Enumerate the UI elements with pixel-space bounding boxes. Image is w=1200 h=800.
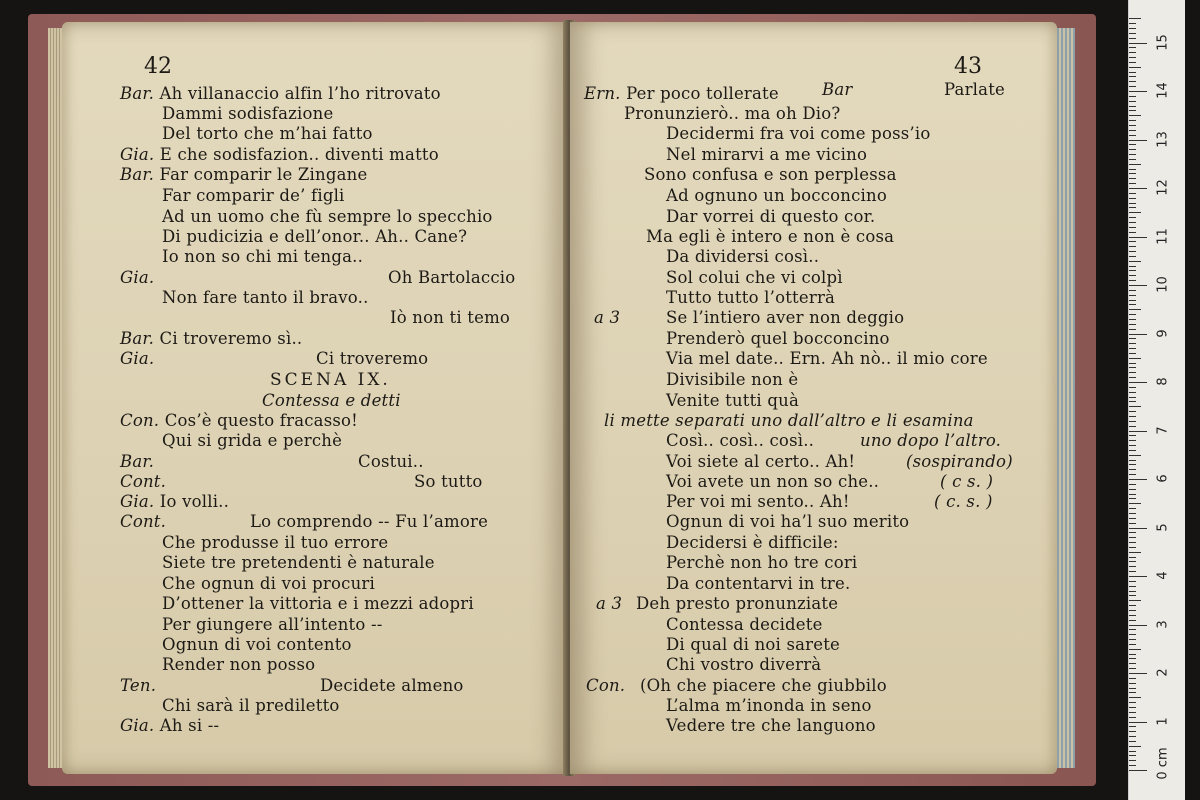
ruler-tick [1129,702,1136,703]
text-line: Io non so chi mi tenga.. [162,247,364,266]
text-line: Ten. [120,676,157,695]
ruler-tick [1129,309,1141,310]
ruler-tick [1129,183,1136,184]
ruler-tick [1129,300,1136,301]
ruler-tick [1129,212,1141,213]
ruler-tick [1129,96,1136,97]
ruler-tick [1129,52,1136,53]
ruler-tick [1129,33,1136,34]
text-line: Ad un uomo che fù sempre lo specchio [162,207,493,226]
ruler-tick [1129,377,1136,378]
ruler-tick [1129,72,1136,73]
ruler-tick [1129,232,1136,233]
ruler-tick [1129,547,1136,548]
ruler-tick [1129,382,1147,383]
ruler-tick [1129,673,1147,674]
text-line: Per giungere all’intento -- [162,615,383,634]
ruler-tick [1129,76,1136,77]
ruler-tick [1129,717,1136,718]
text-line: Oh Bartolaccio [388,268,516,287]
ruler-tick [1129,372,1136,373]
ruler-tick [1129,222,1136,223]
page-number: 42 [144,54,172,79]
ruler-tick [1129,406,1141,407]
ruler-tick [1129,280,1136,281]
ruler-tick [1129,532,1136,533]
text-line: Bar. Ah villanaccio alfin l’ho ritrovato [120,84,441,103]
ruler-tick [1129,692,1136,693]
ruler-label: 6 [1155,474,1171,483]
text-line: Prenderò quel bocconcino [666,329,890,348]
ruler-tick [1129,464,1136,465]
ruler-tick [1129,47,1136,48]
ruler-tick [1129,426,1136,427]
text-line: Sol colui che vi colpì [666,268,843,287]
ruler-tick [1129,203,1136,204]
ruler-label: 1 [1155,716,1171,726]
text-line: Gia. Io volli.. [120,492,230,511]
ruler-tick [1129,649,1141,650]
text-line: Far comparir de’ figli [162,186,345,205]
ruler-tick [1129,440,1136,441]
ruler-tick [1129,600,1141,601]
ruler-tick [1129,746,1141,747]
ruler-tick [1129,149,1136,150]
text-line: Se l’intiero aver non deggio [666,308,905,327]
text-line: So tutto [414,472,483,491]
ruler-label: 7 [1155,425,1171,435]
ruler-label: 5 [1155,522,1171,532]
right-page [570,22,1057,774]
ruler-tick [1129,484,1136,485]
text-line: Tutto tutto l’otterrà [666,288,836,307]
ruler-tick [1129,106,1136,107]
ruler-tick [1129,91,1147,92]
ruler-label: 12 [1155,179,1171,196]
ruler-tick [1129,445,1136,446]
ruler-tick [1129,634,1136,635]
text-line: Di pudicizia e dell’onor.. Ah.. Cane? [162,227,468,246]
page-edges-right [1057,28,1075,768]
text-line: Siete tre pretendenti è naturale [162,553,435,572]
ruler-tick [1129,18,1141,19]
ruler-tick [1129,198,1136,199]
ruler-tick [1129,57,1136,58]
ruler-tick [1129,591,1136,592]
text-line: Decidersi è difficile: [666,533,839,552]
ruler-tick [1129,411,1136,412]
ruler-tick [1129,237,1147,238]
ruler-tick [1129,561,1136,562]
ruler-tick [1129,625,1147,626]
ruler-tick [1129,712,1136,713]
ruler-tick [1129,227,1136,228]
ruler-tick [1129,455,1141,456]
text-line: Chi sarà il prediletto [162,696,340,715]
ruler-tick [1129,43,1147,44]
ruler-tick [1129,663,1136,664]
ruler-tick [1129,295,1136,296]
text-line: Vedere tre che languono [666,716,876,735]
ruler-tick [1129,135,1136,136]
ruler-tick [1129,494,1136,495]
text-line: Render non posso [162,655,316,674]
text-line: Da dividersi così.. [666,247,820,266]
text-line: Venite tutti quà [666,391,799,410]
ruler-tick [1129,86,1136,87]
ruler-tick [1129,552,1141,553]
text-line: Che ognun di voi procuri [162,574,375,593]
ruler-tick [1129,207,1136,208]
ruler-tick [1129,697,1141,698]
ruler-tick [1129,329,1136,330]
ruler-tick [1129,503,1141,504]
ruler-tick [1129,363,1136,364]
ruler-tick [1129,741,1136,742]
ruler-tick [1129,489,1136,490]
ruler-tick [1129,28,1136,29]
ruler-tick [1129,140,1147,141]
text-line: Nel mirarvi a me vicino [666,145,868,164]
ruler-tick [1129,557,1136,558]
ruler-tick [1129,566,1136,567]
text-line: Gia. Ah si -- [120,716,220,735]
ruler-tick [1129,610,1136,611]
text-line: Voi avete un non so che.. [666,472,880,491]
page-number: 43 [954,54,982,79]
ruler-tick [1129,67,1141,68]
ruler-tick [1129,275,1136,276]
ruler-tick [1129,397,1136,398]
ruler-tick [1129,450,1136,451]
ruler-tick [1129,38,1136,39]
ruler-tick [1129,23,1136,24]
ruler-tick [1129,722,1147,723]
ruler-tick [1129,620,1136,621]
ruler-tick [1129,164,1141,165]
text-line: Da contentarvi in tre. [666,574,851,593]
ruler-tick [1129,392,1136,393]
ruler-tick [1129,518,1136,519]
ruler-tick [1129,605,1136,606]
ruler-tick [1129,576,1147,577]
text-line: Contessa decidete [666,615,823,634]
text-line: Voi siete al certo.. Ah! [666,452,856,471]
ruler-tick [1129,707,1136,708]
ruler-tick [1129,416,1136,417]
ruler-tick [1129,125,1136,126]
stage-direction: ( c s. ) [940,472,994,491]
ruler-tick [1129,188,1147,189]
ruler-label: 13 [1155,130,1171,148]
ruler-tick [1129,731,1136,732]
ruler-tick [1129,319,1136,320]
text-line: Con. Cos’è questo fracasso! [120,411,359,430]
ruler-tick [1129,159,1136,160]
scene-heading: SCENA IX. [270,370,391,390]
ruler-tick [1129,358,1141,359]
text-line: Dar vorrei di questo cor. [666,207,876,226]
text-line: (Oh che piacere che giubbilo [640,676,887,695]
scene-characters: Contessa e detti [262,391,401,410]
ruler-tick [1129,751,1136,752]
ruler-tick [1129,581,1136,582]
text-line: Ad ognuno un bocconcino [666,186,887,205]
text-line: Qui si grida e perchè [162,431,343,450]
text-line: Ci troveremo [316,349,429,368]
text-line: Ognun di voi ha’l suo merito [666,512,910,531]
ruler-tick [1129,460,1136,461]
ruler-tick [1129,528,1147,529]
ruler-tick [1129,387,1136,388]
text-line: Divisibile non è [666,370,799,389]
ruler-tick [1129,173,1136,174]
ruler-tick [1129,154,1136,155]
ruler-tick [1129,537,1136,538]
text-line: Così.. così.. così.. [666,431,815,450]
ruler-tick [1129,270,1136,271]
ruler-tick [1129,760,1136,761]
text-line: Cont. [120,512,167,531]
ruler-tick [1129,266,1136,267]
ruler-tick [1129,736,1136,737]
ruler-tick [1129,353,1136,354]
text-line: Dammi sodisfazione [162,104,334,123]
ruler-tick [1129,755,1136,756]
stage-direction: ( c. s. ) [934,492,993,511]
ruler-tick [1129,62,1136,63]
ruler-label: 4 [1155,571,1171,580]
ruler-tick [1129,178,1136,179]
text-line: Bar. Ci troveremo sì.. [120,329,303,348]
text-line: Parlate [944,80,1005,99]
ruler-tick [1129,479,1147,480]
ruler-tick [1129,261,1141,262]
ruler-tick [1129,498,1136,499]
ruler-tick [1129,513,1136,514]
text-line: Per voi mi sento.. Ah! [666,492,850,511]
ruler-label: 15 [1155,33,1171,51]
ruler-label: 3 [1155,619,1171,629]
ruler-tick [1129,169,1136,170]
ruler-tick [1129,193,1136,194]
ruler-tick [1129,367,1136,368]
ruler-tick [1129,81,1136,82]
stage-direction: uno dopo l’altro. [860,431,1002,450]
ruler-tick [1129,435,1136,436]
text-line: Lo comprendo -- Fu l’amore [250,512,489,531]
text-line: Deh presto pronunziate [636,594,839,613]
text-line: a 3 [594,308,621,327]
ruler-tick [1129,688,1136,689]
ruler-tick [1129,508,1136,509]
measuring-ruler [1128,0,1185,800]
text-line: Sono confusa e son perplessa [644,165,897,184]
text-line: Costui.. [358,452,424,471]
text-line: a 3 [596,594,623,613]
ruler-tick [1129,130,1136,131]
ruler-tick [1129,595,1136,596]
page-edges-left [48,28,62,768]
text-line: Bar [822,80,853,99]
ruler-tick [1129,290,1136,291]
ruler-tick [1129,629,1136,630]
text-line: Ognun di voi contento [162,635,352,654]
text-line: Bar. Far comparir le Zingane [120,165,368,184]
ruler-tick [1129,348,1136,349]
text-line: Ern. Per poco tollerate [584,84,779,103]
text-line: Ma egli è intero e non è cosa [646,227,895,246]
ruler-tick [1129,246,1136,247]
ruler-tick [1129,431,1147,432]
ruler-tick [1129,101,1136,102]
ruler-tick [1129,334,1147,335]
ruler-tick [1129,765,1136,766]
ruler-tick [1129,401,1136,402]
ruler-tick [1129,241,1136,242]
ruler-label: 2 [1155,668,1171,677]
ruler-tick [1129,338,1136,339]
stage-direction: (sospirando) [906,452,1013,471]
ruler-tick [1129,304,1136,305]
ruler-tick [1129,668,1136,669]
ruler-tick [1129,115,1141,116]
ruler-tick [1129,474,1136,475]
ruler-tick [1129,683,1136,684]
ruler-label: 11 [1155,227,1171,245]
ruler-tick [1129,571,1136,572]
ruler-label: 10 [1155,276,1171,293]
ruler-tick [1129,469,1136,470]
text-line: Di qual di noi sarete [666,635,841,654]
text-line: Con. [586,676,626,695]
ruler-tick [1129,523,1136,524]
ruler-tick [1129,654,1136,655]
stage-direction: li mette separati uno dall’altro e li esamina [604,411,974,430]
left-page [62,22,567,774]
ruler-tick [1129,314,1136,315]
ruler-tick [1129,285,1147,286]
ruler-tick [1129,217,1136,218]
ruler-tick [1129,644,1136,645]
ruler-tick [1129,144,1136,145]
ruler-label: 9 [1155,328,1171,338]
ruler-tick [1129,658,1136,659]
ruler-tick [1129,421,1136,422]
ruler-tick [1129,678,1136,679]
ruler-tick [1129,639,1136,640]
text-line: Cont. [120,472,167,491]
text-line: Bar. [120,452,155,471]
ruler-tick [1129,770,1147,771]
text-line: Gia. [120,349,155,368]
text-line: Decidete almeno [320,676,464,695]
ruler-label: 8 [1155,377,1171,386]
ruler-label: 14 [1155,82,1171,99]
text-line: Pronunzierò.. ma oh Dio? [624,104,841,123]
text-line: Non fare tanto il bravo.. [162,288,369,307]
ruler-tick [1129,586,1136,587]
text-line: L’alma m’inonda in seno [666,696,872,715]
ruler-label: 0 cm [1155,747,1171,780]
text-line: Del torto che m’hai fatto [162,124,373,143]
text-line: Che produsse il tuo errore [162,533,389,552]
ruler-tick [1129,120,1136,121]
ruler-tick [1129,343,1136,344]
text-line: Gia. [120,268,155,287]
ruler-tick [1129,324,1136,325]
text-line: D’ottener la vittoria e i mezzi adopri [162,594,474,613]
text-line: Via mel date.. Ern. Ah nò.. il mio core [666,349,988,368]
ruler-tick [1129,110,1136,111]
ruler-tick [1129,251,1136,252]
text-line: Perchè non ho tre cori [666,553,858,572]
text-line: Gia. E che sodisfazion.. diventi matto [120,145,439,164]
text-line: Iò non ti temo [390,308,511,327]
text-line: Decidermi fra voi come poss’io [666,124,931,143]
ruler-tick [1129,726,1136,727]
ruler-tick [1129,615,1136,616]
text-line: Chi vostro diverrà [666,655,822,674]
ruler-tick [1129,542,1136,543]
ruler-tick [1129,256,1136,257]
